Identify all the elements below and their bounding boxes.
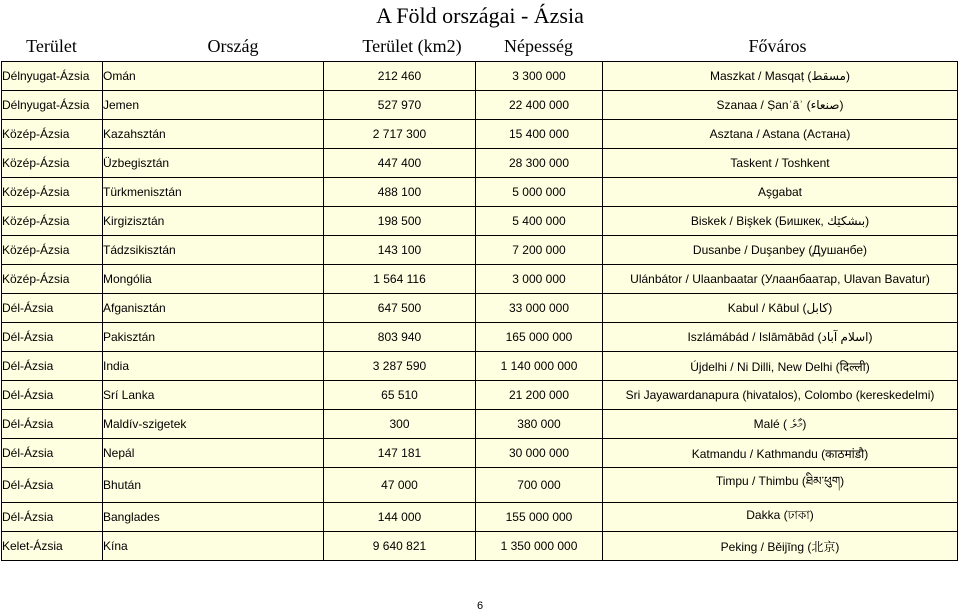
- table-row: [2, 207, 958, 236]
- cell-area: 300: [324, 410, 476, 439]
- cell-population: 700 000: [476, 468, 603, 503]
- cell-region: Dél-Ázsia: [2, 503, 103, 532]
- cell-capital: Asztana / Astana (Астана): [603, 120, 958, 149]
- cell-area: 803 940: [324, 323, 476, 352]
- cell-population: 22 400 000: [476, 91, 603, 120]
- cell-country: Tádzsikisztán: [103, 236, 324, 265]
- countries-table: [1, 61, 958, 561]
- cell-region: Közép-Ázsia: [2, 149, 103, 178]
- cell-capital: Kabul / Kābul (کابل): [603, 294, 958, 323]
- cell-population: 15 400 000: [476, 120, 603, 149]
- cell-capital: Iszlámábád / Islāmābād (اسلام آباد): [603, 323, 958, 352]
- table-row: [2, 91, 958, 120]
- cell-area: 1 564 116: [324, 265, 476, 294]
- cell-region: Közép-Ázsia: [2, 178, 103, 207]
- cell-capital: Újdelhi / Ni Dilli, New Delhi (दिल्ली): [603, 352, 958, 381]
- cell-area: 47 000: [324, 468, 476, 503]
- table-row: [2, 410, 958, 439]
- cell-population: 30 000 000: [476, 439, 603, 468]
- table-row: [2, 468, 958, 503]
- cell-area: 527 970: [324, 91, 476, 120]
- table-row: [2, 294, 958, 323]
- cell-region: Közép-Ázsia: [2, 236, 103, 265]
- cell-country: India: [103, 352, 324, 381]
- cell-area: 143 100: [324, 236, 476, 265]
- cell-region: Délnyugat-Ázsia: [2, 91, 103, 120]
- cell-population: 1 140 000 000: [476, 352, 603, 381]
- cell-region: Dél-Ázsia: [2, 439, 103, 468]
- table-body: [2, 62, 958, 561]
- cell-population: 33 000 000: [476, 294, 603, 323]
- cell-region: Dél-Ázsia: [2, 410, 103, 439]
- cell-country: Srí Lanka: [103, 381, 324, 410]
- table-row: [2, 120, 958, 149]
- cell-capital: Dakka (ঢাকা): [603, 503, 958, 532]
- cell-capital: Ulánbátor / Ulaanbaatar (Улаанбаатар, Ulavan Bavatur): [603, 265, 958, 294]
- cell-country: Bhután: [103, 468, 324, 503]
- cell-population: 5 400 000: [476, 207, 603, 236]
- table-row: [2, 381, 958, 410]
- cell-capital: Szanaa / Ṣanʿāʾ (صنعاء): [603, 91, 958, 120]
- cell-capital: Peking / Běijīng (北京): [603, 532, 958, 561]
- table-row: [2, 532, 958, 561]
- cell-area: 144 000: [324, 503, 476, 532]
- table-row: [2, 178, 958, 207]
- cell-population: 155 000 000: [476, 503, 603, 532]
- header-capital: Főváros: [748, 36, 807, 56]
- cell-capital: Katmandu / Kathmandu (काठमांडौ): [603, 439, 958, 468]
- cell-area: 65 510: [324, 381, 476, 410]
- cell-country: Banglades: [103, 503, 324, 532]
- table-row: [2, 149, 958, 178]
- cell-area: 447 400: [324, 149, 476, 178]
- cell-population: 380 000: [476, 410, 603, 439]
- cell-area: 147 181: [324, 439, 476, 468]
- cell-country: Omán: [103, 62, 324, 91]
- table-row: [2, 62, 958, 91]
- cell-country: Maldív-szigetek: [103, 410, 324, 439]
- cell-area: 488 100: [324, 178, 476, 207]
- cell-country: Kirgizisztán: [103, 207, 324, 236]
- cell-region: Dél-Ázsia: [2, 468, 103, 503]
- cell-country: Mongólia: [103, 265, 324, 294]
- cell-capital: Biskek / Bişkek (Бишкек, بىشکێك): [603, 207, 958, 236]
- cell-region: Közép-Ázsia: [2, 120, 103, 149]
- cell-region: Közép-Ázsia: [2, 265, 103, 294]
- table-row: [2, 265, 958, 294]
- page-title: A Föld országai - Ázsia: [376, 3, 584, 28]
- page-number: 6: [476, 600, 484, 612]
- cell-region: Dél-Ázsia: [2, 352, 103, 381]
- cell-capital: Aşgabat: [603, 178, 958, 207]
- cell-area: 647 500: [324, 294, 476, 323]
- header-population: Népesség: [504, 36, 573, 56]
- cell-area: 9 640 821: [324, 532, 476, 561]
- cell-capital: Taskent / Toshkent: [603, 149, 958, 178]
- cell-population: 21 200 000: [476, 381, 603, 410]
- column-headers: [0, 34, 960, 62]
- cell-capital: Timpu / Thimbu (ཐིམ་ཕུག): [603, 468, 958, 503]
- cell-country: Kazahsztán: [103, 120, 324, 149]
- table-row: [2, 323, 958, 352]
- header-region: Terület: [26, 36, 77, 56]
- cell-area: 212 460: [324, 62, 476, 91]
- header-country: Ország: [207, 36, 259, 56]
- table-row: [2, 352, 958, 381]
- cell-region: Délnyugat-Ázsia: [2, 62, 103, 91]
- table-row: [2, 439, 958, 468]
- cell-area: 2 717 300: [324, 120, 476, 149]
- cell-population: 1 350 000 000: [476, 532, 603, 561]
- cell-population: 3 000 000: [476, 265, 603, 294]
- table-row: [2, 236, 958, 265]
- cell-capital: Dusanbe / Duşanbey (Душанбе): [603, 236, 958, 265]
- cell-country: Kína: [103, 532, 324, 561]
- cell-capital: Maszkat / Masqaṭ (مسقط): [603, 62, 958, 91]
- header-area: Terület (km2): [362, 36, 462, 56]
- cell-region: Dél-Ázsia: [2, 323, 103, 352]
- cell-country: Pakisztán: [103, 323, 324, 352]
- cell-population: 7 200 000: [476, 236, 603, 265]
- cell-country: Türkmenisztán: [103, 178, 324, 207]
- cell-region: Dél-Ázsia: [2, 381, 103, 410]
- cell-country: Jemen: [103, 91, 324, 120]
- cell-population: 3 300 000: [476, 62, 603, 91]
- table-row: [2, 503, 958, 532]
- cell-area: 3 287 590: [324, 352, 476, 381]
- cell-population: 5 000 000: [476, 178, 603, 207]
- cell-country: Nepál: [103, 439, 324, 468]
- cell-country: Üzbegisztán: [103, 149, 324, 178]
- cell-region: Kelet-Ázsia: [2, 532, 103, 561]
- cell-capital: Sri Jayawardanapura (hivatalos), Colombo (kereskedelmi): [603, 381, 958, 410]
- cell-region: Dél-Ázsia: [2, 294, 103, 323]
- cell-capital: Malé ( މާލެ): [603, 410, 958, 439]
- cell-region: Közép-Ázsia: [2, 207, 103, 236]
- cell-population: 28 300 000: [476, 149, 603, 178]
- cell-population: 165 000 000: [476, 323, 603, 352]
- cell-country: Afganisztán: [103, 294, 324, 323]
- cell-area: 198 500: [324, 207, 476, 236]
